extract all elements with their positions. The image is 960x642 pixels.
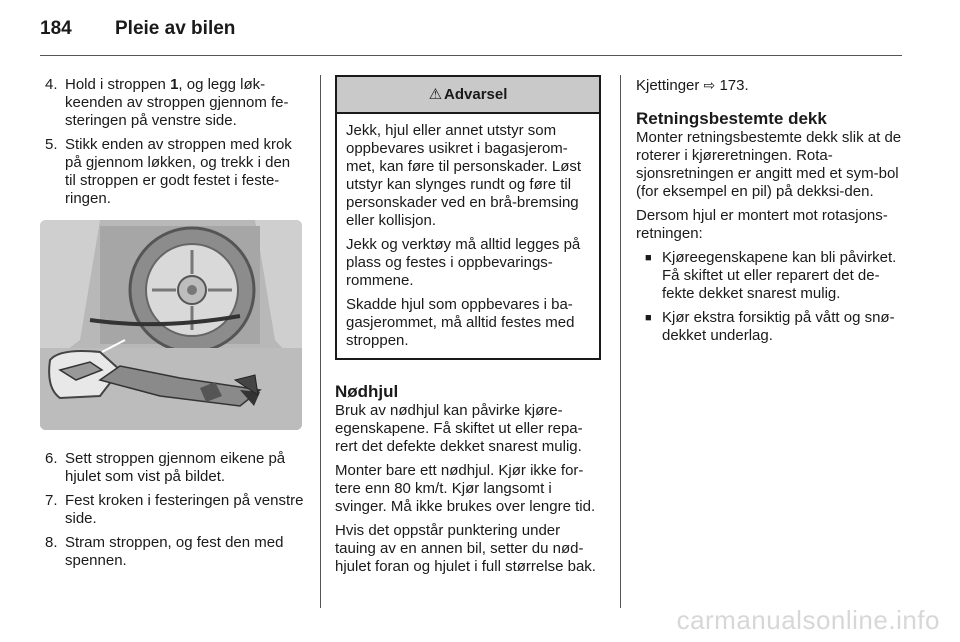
step-6: [45, 450, 305, 486]
tyre-paragraph: Monter retningsbestemte dekk slik at de roterer i kjøreretningen. Rota-sjonsretningen er angitt med et sym-bol (for eksempel en pil) på dekksi-den.: [636, 129, 902, 200]
section-heading-nodhjul: Nødhjul: [335, 382, 399, 401]
watermark: carmanualsonline.info: [676, 605, 940, 635]
step-number: 5.: [45, 136, 58, 153]
step-callout-number: 1: [170, 76, 179, 93]
step-text: Stram stroppen, og fest den med spennen.: [65, 534, 284, 569]
column-divider-1: [320, 75, 321, 608]
column-divider-2: [620, 75, 621, 608]
page-header: [40, 18, 235, 48]
column-warning: [335, 76, 603, 582]
section-heading-retningsbestemte-dekk: Retningsbestemte dekk: [636, 109, 827, 128]
bullet-item: [636, 249, 904, 303]
nodhjul-paragraph: Hvis det oppstår punktering under tauing av en annen bil, setter du nød-hjulet foran og hjulet i full størrelse bak.: [335, 522, 596, 575]
warning-header: [337, 77, 599, 114]
bullet-text: Kjøreegenskapene kan bli påvirket. Få skiftet ut eller reparert det de-fekte dekket snarest mulig.: [662, 249, 897, 302]
page-number: 184: [40, 18, 72, 39]
step-text: Fest kroken i festeringen på venstre side.: [65, 492, 304, 527]
header-rule: [40, 55, 902, 56]
step-5: [45, 136, 305, 208]
column-instructions: [45, 76, 305, 576]
step-text-part: Hold i stroppen: [65, 76, 171, 93]
tyre-paragraph: Dersom hjul er montert mot rotasjons-retningen:: [636, 207, 888, 242]
chains-cross-reference: [636, 76, 904, 95]
bullet-square-icon: ■: [645, 252, 652, 264]
page-title: Pleie av bilen: [115, 18, 236, 39]
step-number: 8.: [45, 534, 58, 551]
chains-label: Kjettinger: [636, 77, 700, 94]
step-4: [45, 76, 305, 130]
step-text: Stikk enden av stroppen med krok på gjennom løkken, og trekk i den til stroppen er godt festet i feste-ringen.: [65, 136, 292, 207]
warning-paragraph: Jekk, hjul eller annet utstyr som oppbevares usikret i bagasjerom-met, kan føre til personskader. Løst utstyr kan slynges rundt og føre til personskader ved en brå-bremsing eller kollisjon.: [346, 122, 582, 229]
bullet-item: [636, 309, 904, 345]
step-7: [45, 492, 305, 528]
step-8: [45, 534, 305, 570]
chains-page-reference: 173.: [715, 77, 749, 94]
page-reference-arrow-icon: ⇨: [703, 77, 716, 93]
warning-paragraph: Jekk og verktøy må alltid legges på plass og festes i oppbevarings-rommene.: [346, 236, 581, 289]
nodhjul-paragraph: Monter bare ett nødhjul. Kjør ikke for-tere enn 80 km/t. Kjør langsomt i svinger. Må ikke brukes over lengre tid.: [335, 462, 596, 515]
warning-heading: Advarsel: [444, 86, 508, 103]
step-text-part: , og legg løk-keenden av stroppen gjennom fe-steringen på venstre side.: [65, 76, 289, 129]
step-text: [65, 76, 305, 130]
column-directional-tyres: [636, 76, 904, 351]
step-number: 6.: [45, 450, 58, 467]
warning-triangle-icon: ⚠: [428, 86, 443, 103]
bullet-text: Kjør ekstra forsiktig på vått og snø-dekket underlag.: [662, 309, 895, 344]
warning-body: [337, 114, 599, 358]
nodhjul-paragraph: Bruk av nødhjul kan påvirke kjøre-egenskapene. Få skiftet ut eller repa-rert det defekte dekket snarest mulig.: [335, 402, 583, 455]
warning-box: [335, 75, 601, 360]
warning-paragraph: Skadde hjul som oppbevares i ba-gasjerommet, må alltid festes med stroppen.: [346, 296, 575, 349]
step-number: 4.: [45, 76, 58, 93]
step-number: 7.: [45, 492, 58, 509]
bullet-square-icon: ■: [645, 312, 652, 324]
step-text: Sett stroppen gjennom eikene på hjulet som vist på bildet.: [65, 450, 286, 485]
spare-wheel-illustration: [40, 220, 302, 430]
